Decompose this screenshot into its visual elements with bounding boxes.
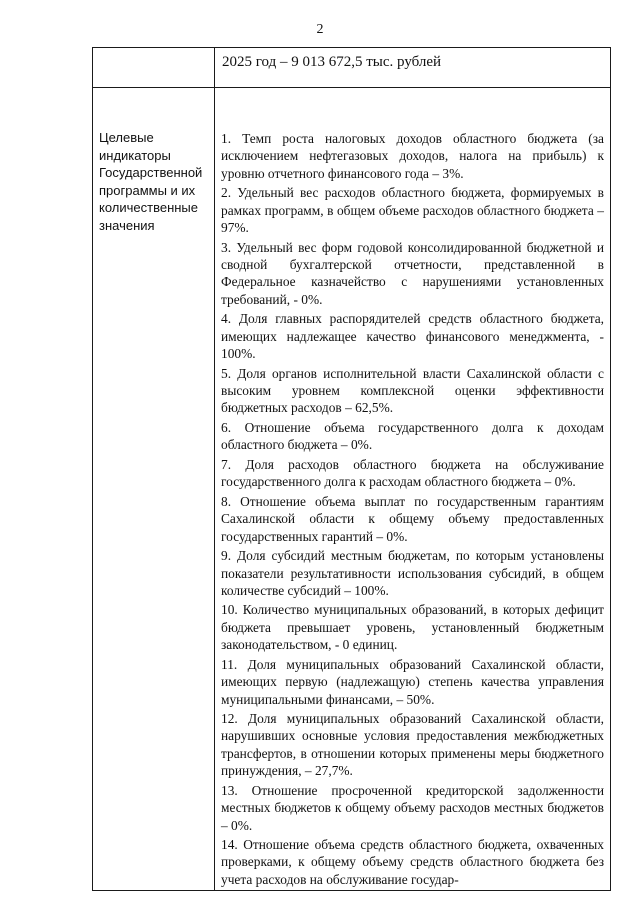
funding-2025-text: 2025 год – 9 013 672,5 тыс. рублей bbox=[222, 54, 442, 70]
indicators-label: Целевые индикаторы Государственной программы и их количественные значения bbox=[99, 130, 203, 233]
indicator-item: 7. Доля расходов областного бюджета на обслуживание государственного долга к расходам областного бюджета – 0%. bbox=[221, 456, 604, 490]
indicator-item: 13. Отношение просроченной кредиторской задолженности местных бюджетов к общему объему расходов местных бюджетов – 0%. bbox=[221, 782, 604, 833]
indicator-item: 4. Доля главных распорядителей средств областного бюджета, имеющих надлежащее качество финансового менеджмента, - 100%. bbox=[221, 311, 604, 362]
program-passport-table bbox=[92, 47, 611, 891]
indicator-item: 5. Доля органов исполнительной власти Сахалинской области с высоким уровнем комплексной оценки эффективности бюджетных расходов – 62,5%. bbox=[221, 365, 604, 416]
indicator-item: 9. Доля субсидий местным бюджетам, по которым установлены показатели результативности использования субсидий, в общем количестве субсидий – 100%. bbox=[221, 548, 604, 598]
indicator-item: 8. Отношение объема выплат по государственным гарантиям Сахалинской области к общему объему предоставленных государственных гарантий – 0%. bbox=[221, 493, 604, 544]
indicators-list-cell bbox=[215, 88, 611, 891]
indicator-item: 1. Темп роста налоговых доходов областного бюджета (за исключением нефтегазовых доходов, налога на прибыль) к уровню отчетного финансового года – 3%. bbox=[221, 131, 604, 181]
indicator-item: 2. Удельный вес расходов областного бюджета, формируемых в рамках программ, в общем объеме расходов областного бюджета – 97%. bbox=[221, 185, 604, 236]
funding-label-cell bbox=[93, 48, 215, 88]
indicator-item: 14. Отношение объема средств областного бюджета, охваченных проверками, к общему объему средств областного бюджета без учета расходов на обслуживание государ- bbox=[221, 837, 604, 887]
indicators-list bbox=[215, 88, 610, 890]
indicator-item: 6. Отношение объема государственного долга к доходам областного бюджета – 0%. bbox=[221, 419, 604, 453]
indicator-item: 12. Доля муниципальных образований Сахалинской области, нарушивших основные условия предоставления межбюджетных трансфертов, в отношении которых применены меры бюджетного принуждения, – 27,7%. bbox=[221, 711, 604, 779]
indicator-item: 10. Количество муниципальных образований, в которых дефицит бюджета превышает уровень, установленный бюджетным законодательством, - 0 единиц. bbox=[221, 602, 604, 653]
indicator-item: 3. Удельный вес форм годовой консолидированной бюджетной и сводной бухгалтерской отчетности, представленной в Федеральное казначейство с нарушениями установленных требований, - 0%. bbox=[221, 239, 604, 307]
page-number: 2 bbox=[316, 22, 324, 37]
indicators-row bbox=[93, 88, 611, 891]
indicator-item: 11. Доля муниципальных образований Сахалинской области, имеющих первую (надлежащую) степень качества управления муниципальными финансами, – 50%. bbox=[221, 656, 604, 707]
funding-row bbox=[93, 48, 611, 88]
funding-value-cell bbox=[215, 48, 611, 88]
indicators-label-cell bbox=[93, 88, 215, 891]
